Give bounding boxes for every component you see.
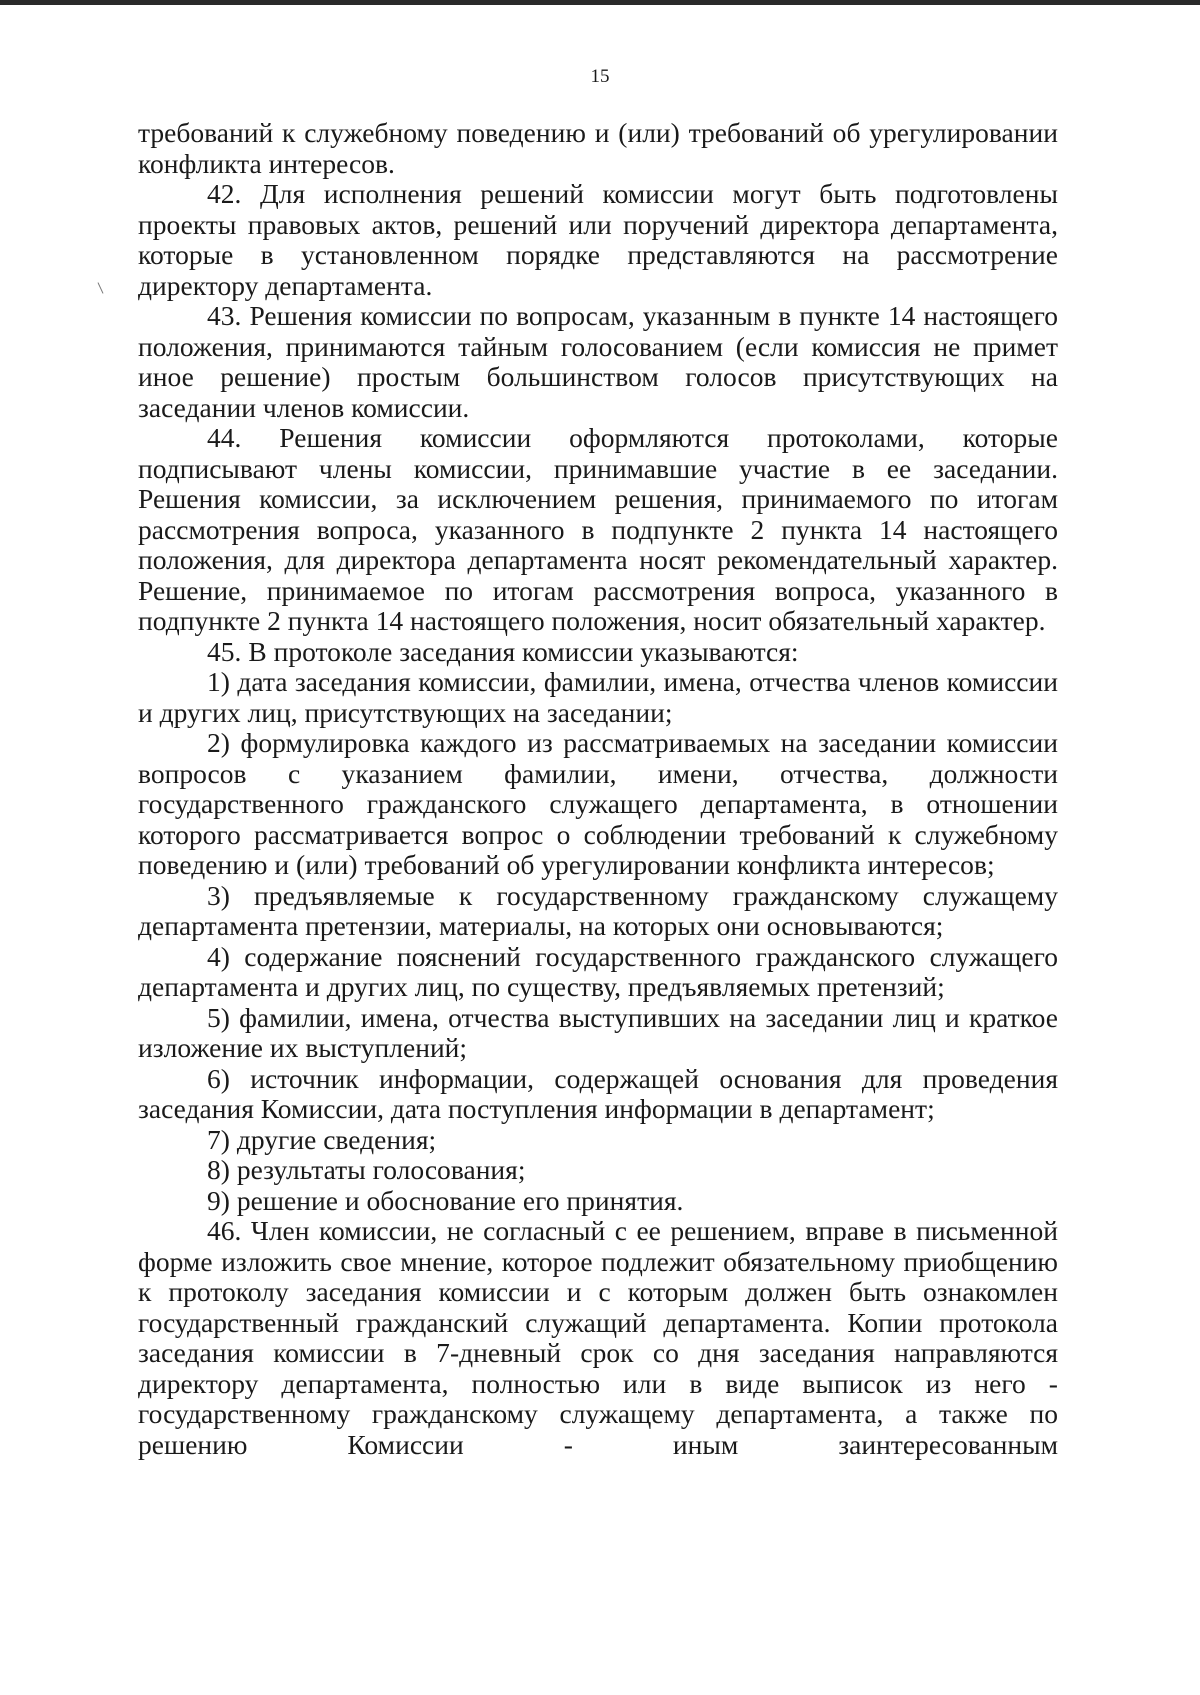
page-number: 15 <box>590 66 610 87</box>
document-body <box>138 118 1058 1460</box>
list-item-7: 7) другие сведения; <box>207 1123 437 1155</box>
list-item-8: 8) результаты голосования; <box>207 1154 526 1185</box>
list-item-2: 2) формулировка каждого из рассматриваемых на заседании комиссии вопросов с указанием фамилии, имени, отчества, должности государственного гражданского служащего департамента, в отношении которого рассматривается вопрос о соблюдении требований к служебному поведению и (или) требований об урегулировании конфликта интересов; <box>138 727 1058 880</box>
paragraph-46: 46. Член комиссии, не согласный с ее решением, вправе в письменной форме изложить свое мнение, которое подлежит обязательному приобщению к протоколу заседания комиссии и с которым должен быть ознакомлен государственный гражданский служащий департамента. Копии протокола заседания комиссии в 7-дневный срок со дня заседания направляются директору департамента, полностью или в виде выписок из него - государственному гражданскому служащему департамента, а также по решению Комиссии - иным заинтересованным <box>138 1215 1058 1460</box>
list-item-6: 6) источник информации, содержащей основания для проведения заседания Комиссии, дата поступления информации в департамент; <box>138 1062 1058 1124</box>
paragraph-continuation: требований к служебному поведению и (или) требований об урегулировании конфликта интересов. <box>138 117 1058 179</box>
list-item-5: 5) фамилии, имена, отчества выступивших на заседании лиц и краткое изложение их выступлений; <box>138 1001 1058 1063</box>
scan-top-border <box>0 0 1200 5</box>
paragraph-44: 44. Решения комиссии оформляются протоколами, которые подписывают члены комиссии, принимавшие участие в ее заседании. Решения комиссии, за исключением решения, принимаемого по итогам рассмотрения вопроса, указанного в подпункте 2 пункта 14 настоящего положения, для директора департамента носят рекомендательный характер. Решение, принимаемое по итогам рассмотрения вопроса, указанного в подпункте 2 пункта 14 настоящего положения, носит обязательный характер. <box>138 422 1058 636</box>
list-item-4: 4) содержание пояснений государственного гражданского служащего департамента и других лиц, по существу, предъявляемых претензий; <box>138 940 1058 1002</box>
list-item-3: 3) предъявляемые к государственному гражданскому служащему департамента претензии, материалы, на которых они основываются; <box>138 879 1058 941</box>
list-item-1: 1) дата заседания комиссии, фамилии, имена, отчества членов комиссии и других лиц, присутствующих на заседании; <box>138 666 1058 728</box>
paragraph-45: 45. В протоколе заседания комиссии указываются: <box>207 635 799 667</box>
scan-speck <box>98 282 104 293</box>
paragraph-43: 43. Решения комиссии по вопросам, указанным в пункте 14 настоящего положения, принимаются тайным голосованием (если комиссия не примет иное решение) простым большинством голосов присутствующих на заседании членов комиссии. <box>138 300 1058 423</box>
paragraph-42: 42. Для исполнения решений комиссии могут быть подготовлены проекты правовых актов, решений или поручений директора департамента, которые в установленном порядке представляются на рассмотрение директору департамента. <box>138 178 1058 301</box>
list-item-9: 9) решение и обоснование его принятия. <box>207 1184 684 1216</box>
